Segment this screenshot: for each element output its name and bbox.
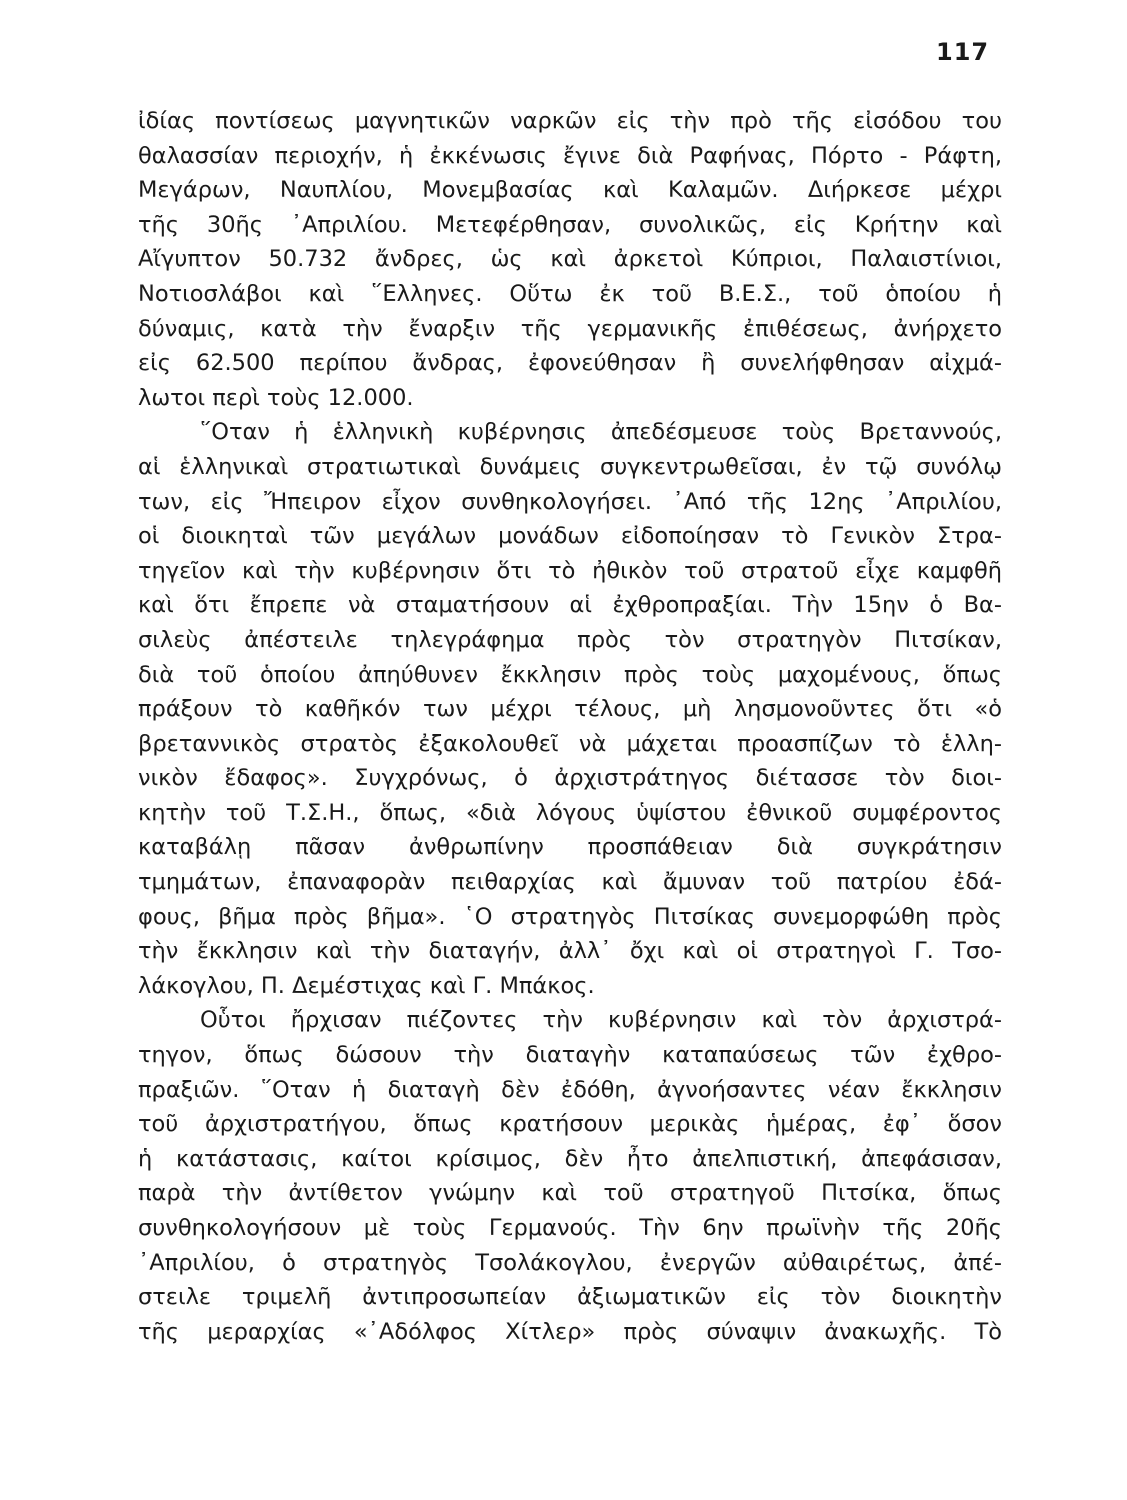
paragraph-end-line: λωτοι περὶ τοὺς 12.000. — [138, 384, 414, 411]
text-line: εἰς 62.500 περίπου ἄνδρας, ἐφονεύθησαν ἢ συνελήφθησαν αἰχμά- — [138, 350, 1002, 377]
text-line: ἡ κατάστασις, καίτοι κρίσιμος, δὲν ἦτο ἀπελπιστική, ἀπεφάσισαν, — [138, 1145, 1002, 1172]
text-line: τμημάτων, ἐπαναφορὰν πειθαρχίας καὶ ἄμυναν τοῦ πατρίου ἐδά- — [138, 869, 1002, 896]
text-line: σιλεὺς ἀπέστειλε τηλεγράφημα πρὸς τὸν στρατηγὸν Πιτσίκαν, — [138, 626, 1002, 653]
text-line: πραξιῶν. ῞Οταν ἡ διαταγὴ δὲν ἐδόθη, ἀγνοήσαντες νέαν ἔκκλησιν — [138, 1076, 1002, 1103]
text-line: τηγεῖον καὶ τὴν κυβέρνησιν ὅτι τὸ ἠθικὸν τοῦ στρατοῦ εἶχε καμφθῆ — [138, 557, 1002, 584]
text-line: παρὰ τὴν ἀντίθετον γνώμην καὶ τοῦ στρατηγοῦ Πιτσίκα, ὅπως — [138, 1180, 1002, 1207]
paragraph-start-line: Οὗτοι ἤρχισαν πιέζοντες τὴν κυβέρνησιν καὶ τὸν ἀρχιστρά- — [200, 1007, 1002, 1034]
text-line: καταβάλῃ πᾶσαν ἀνθρωπίνην προσπάθειαν διὰ συγκράτησιν — [138, 834, 1002, 861]
text-line: τὴν ἔκκλησιν καὶ τὴν διαταγήν, ἀλλ᾿ ὄχι καὶ οἱ στρατηγοὶ Γ. Τσο- — [138, 938, 1002, 965]
text-line: βρεταννικὸς στρατὸς ἐξακολουθεῖ νὰ μάχεται προασπίζων τὸ ἑλλη- — [138, 730, 1002, 757]
text-line: τῆς 30ῆς ᾿Απριλίου. Μετεφέρθησαν, συνολικῶς, εἰς Κρήτην καὶ — [138, 211, 1002, 238]
text-line: θαλασσίαν περιοχήν, ἡ ἐκκένωσις ἔγινε διὰ Ραφήνας, Πόρτο - Ράφτη, — [138, 142, 1002, 169]
text-line: των, εἰς Ἤπειρον εἶχον συνθηκολογήσει. ᾿Από τῆς 12ης ᾿Απριλίου, — [138, 488, 1002, 515]
text-line: διὰ τοῦ ὁποίου ἀπηύθυνεν ἔκκλησιν πρὸς τοὺς μαχομένους, ὅπως — [138, 661, 1002, 688]
text-line: αἱ ἑλληνικαὶ στρατιωτικαὶ δυνάμεις συγκεντρωθεῖσαι, ἐν τῷ συνόλῳ — [138, 453, 1002, 480]
text-line: οἱ διοικηταὶ τῶν μεγάλων μονάδων εἰδοποίησαν τὸ Γενικὸν Στρα- — [138, 523, 1002, 550]
text-line: Νοτιοσλάβοι καὶ ῞Ελληνες. Οὕτω ἐκ τοῦ Β.Ε.Σ., τοῦ ὁποίου ἡ — [138, 280, 1002, 307]
paragraph-end-line: λάκογλου, Π. Δεμέστιχας καὶ Γ. Μπάκος. — [138, 972, 595, 999]
text-line: Μεγάρων, Ναυπλίου, Μονεμβασίας καὶ Καλαμῶν. Διήρκεσε μέχρι — [138, 177, 1002, 204]
text-line: Αἴγυπτον 50.732 ἄνδρες, ὡς καὶ ἀρκετοὶ Κύπριοι, Παλαιστίνιοι, — [138, 246, 1002, 273]
text-line: ἰδίας ποντίσεως μαγνητικῶν ναρκῶν εἰς τὴν πρὸ τῆς εἰσόδου του — [138, 108, 1002, 134]
text-line: τηγον, ὅπως δώσουν τὴν διαταγὴν καταπαύσεως τῶν ἐχθρο- — [138, 1042, 1002, 1069]
text-line: φους, βῆμα πρὸς βῆμα». ῾Ο στρατηγὸς Πιτσίκας συνεμορφώθη πρὸς — [138, 903, 1002, 930]
text-line: δύναμις, κατὰ τὴν ἔναρξιν τῆς γερμανικῆς ἐπιθέσεως, ἀνήρχετο — [138, 315, 1002, 342]
text-line: πράξουν τὸ καθῆκόν των μέχρι τέλους, μὴ λησμονοῦντες ὅτι «ὁ — [138, 696, 1002, 723]
body-text — [138, 104, 1002, 1349]
text-line: ᾿Απριλίου, ὁ στρατηγὸς Τσολάκογλου, ἐνεργῶν αὐθαιρέτως, ἀπέ- — [138, 1249, 1002, 1276]
text-line: στειλε τριμελῆ ἀντιπροσωπείαν ἀξιωματικῶν εἰς τὸν διοικητὴν — [138, 1284, 1002, 1311]
text-line: καὶ ὅτι ἔπρεπε νὰ σταματήσουν αἱ ἐχθροπραξίαι. Τὴν 15ην ὁ Βα- — [138, 592, 1002, 619]
text-line: τοῦ ἀρχιστρατήγου, ὅπως κρατήσουν μερικὰς ἡμέρας, ἐφ᾿ ὅσον — [138, 1111, 1002, 1138]
text-line: τῆς μεραρχίας «᾿Αδόλφος Χίτλερ» πρὸς σύναψιν ἀνακωχῆς. Τὸ — [138, 1318, 1002, 1345]
paragraph-start-line: ῞Οταν ἡ ἑλληνικὴ κυβέρνησις ἀπεδέσμευσε τοὺς Βρεταννούς, — [200, 419, 1002, 446]
text-line: συνθηκολογήσουν μὲ τοὺς Γερμανούς. Τὴν 6ην πρωϊνὴν τῆς 20ῆς — [138, 1215, 1002, 1241]
text-line: κητὴν τοῦ Τ.Σ.Η., ὅπως, «διὰ λόγους ὑψίστου ἐθνικοῦ συμφέροντος — [138, 799, 1002, 826]
page-number: 117 — [936, 38, 990, 66]
text-line: νικὸν ἔδαφος». Συγχρόνως, ὁ ἀρχιστράτηγος διέτασσε τὸν διοι- — [138, 765, 1002, 792]
